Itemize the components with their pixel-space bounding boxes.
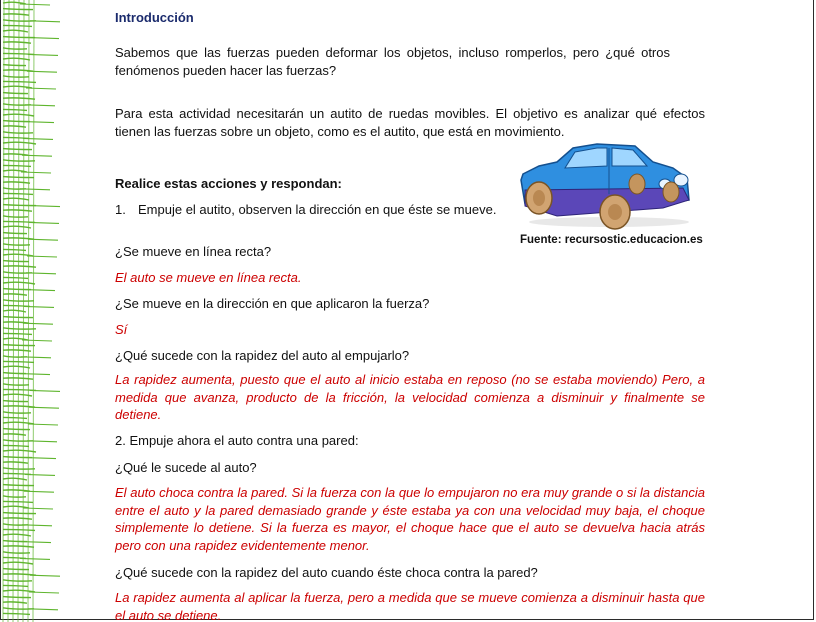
figure-caption: Fuente: recursostic.educacion.es bbox=[520, 234, 703, 246]
question-4: ¿Qué le sucede al auto? bbox=[115, 460, 257, 475]
question-2: ¿Se mueve en la dirección en que aplicaron la fuerza? bbox=[115, 296, 430, 311]
grass-blade bbox=[3, 569, 29, 570]
grass-blade bbox=[3, 310, 26, 312]
grass-blade bbox=[3, 496, 26, 497]
grass-blade bbox=[3, 216, 28, 217]
grass-blade bbox=[3, 266, 36, 267]
grass-tip bbox=[30, 206, 60, 207]
answer-4: El auto choca contra la pared. Si la fuerza con la que lo empujaron no era muy grande o si la distancia entre el auto y la pared demasiado grande y éste estaba ya con una velocidad muy baja, el choque simplemente lo detiene. Si la fuerza es mayor, el choque hace que el auto se devuelva hacia atrás pero con una rapidez evidentemente menor. bbox=[115, 485, 705, 553]
grass-tip bbox=[26, 88, 56, 89]
question-5: ¿Qué sucede con la rapidez del auto cuando éste choca contra la pared? bbox=[115, 565, 538, 580]
grass-tip bbox=[21, 542, 51, 543]
grass-blade bbox=[3, 142, 36, 144]
grass-tip bbox=[23, 138, 53, 139]
grass-blade bbox=[3, 401, 28, 402]
grass-blade bbox=[3, 552, 30, 553]
grass-tip bbox=[21, 172, 51, 173]
grass-blade bbox=[3, 182, 30, 183]
grass-blade bbox=[3, 534, 31, 536]
grass-blade bbox=[3, 126, 26, 127]
question-3: ¿Qué sucede con la rapidez del auto al empujarlo? bbox=[115, 348, 410, 363]
answer-1: El auto se mueve en línea recta. bbox=[115, 270, 302, 285]
list-item-step1 bbox=[115, 201, 507, 237]
grass-blade bbox=[3, 76, 29, 77]
intro-paragraph: Sabemos que las fuerzas pueden deformar los objetos, incluso romperlos, pero ¿qué otros fenómenos pueden hacer las fuerzas? bbox=[115, 45, 670, 78]
grass-blade bbox=[3, 249, 26, 250]
grass-tip bbox=[20, 189, 50, 190]
grass-tip bbox=[30, 390, 60, 391]
grass-tip bbox=[27, 71, 57, 72]
grass-blade bbox=[3, 14, 29, 15]
grass-tip bbox=[28, 609, 58, 610]
grass-blade bbox=[3, 277, 28, 278]
actions-heading: Realice estas acciones y respondan: bbox=[115, 176, 342, 191]
grass-tip bbox=[26, 273, 56, 274]
grass-blade bbox=[3, 65, 26, 66]
grass-tip bbox=[23, 323, 53, 324]
grass-blade bbox=[3, 613, 30, 614]
answer-3: La rapidez aumenta, puesto que el auto al inicio estaba en reposo (no se estaba moviendo) Pero, a medida que avanza, producto de la fricción, la velocidad comienza a disminuir y finalmente se detiene. bbox=[115, 372, 705, 422]
grass-blade bbox=[3, 412, 31, 413]
grass-blade bbox=[3, 261, 29, 262]
grass-blade bbox=[3, 345, 35, 346]
grass-tip bbox=[22, 340, 52, 341]
grass-blade bbox=[3, 585, 28, 586]
grass-stem bbox=[33, 0, 34, 622]
grass-blade bbox=[3, 445, 29, 446]
grass-tip bbox=[25, 105, 55, 106]
blue-car-illustration-icon bbox=[513, 138, 697, 230]
list-number: 1. bbox=[115, 202, 126, 217]
grass-stem bbox=[28, 0, 29, 622]
grass-blade bbox=[3, 384, 29, 385]
grass-tip bbox=[20, 4, 50, 5]
grass-tip bbox=[30, 575, 60, 576]
grass-blade bbox=[3, 25, 32, 26]
grass-blade bbox=[3, 244, 30, 245]
grass-blade bbox=[3, 210, 32, 211]
grass-blade bbox=[3, 198, 29, 200]
grass-tip bbox=[27, 256, 57, 257]
grass-tip bbox=[23, 508, 53, 509]
grass-blade bbox=[3, 328, 36, 329]
grass-tip bbox=[20, 374, 50, 375]
grass-blade bbox=[3, 42, 31, 43]
grass-blade bbox=[3, 518, 32, 519]
grass-tip bbox=[30, 21, 60, 22]
activity-paragraph: Para esta actividad necesitarán un autito de ruedas movibles. El objetivo es analizar qué efectos tienen las fuerzas sobre un objeto, como es el autito, que está en movimiento. bbox=[115, 106, 705, 139]
grass-tip bbox=[20, 558, 50, 559]
grass-blade bbox=[3, 350, 31, 351]
grass-blade bbox=[3, 366, 30, 368]
grass-blade bbox=[3, 81, 36, 82]
page-title: Introducción bbox=[115, 10, 194, 25]
grass-blade bbox=[3, 149, 32, 150]
grass-blade bbox=[3, 434, 26, 435]
grass-blade bbox=[3, 597, 31, 598]
grass-tip bbox=[25, 474, 55, 475]
answer-2: Sí bbox=[115, 322, 128, 337]
list-text: Empuje el autito, observen la dirección en que éste se mueve. bbox=[138, 202, 497, 217]
question-1: ¿Se mueve en línea recta? bbox=[115, 244, 272, 259]
grass-tip bbox=[28, 424, 58, 425]
grass-tip bbox=[26, 458, 56, 459]
step-2: 2. Empuje ahora el auto contra una pared: bbox=[115, 433, 359, 448]
grass-border-decoration bbox=[0, 0, 60, 622]
grass-blade bbox=[3, 48, 27, 49]
grass-tip bbox=[21, 357, 51, 358]
grass-tip bbox=[28, 239, 58, 240]
grass-blade bbox=[3, 333, 32, 334]
grass-blade bbox=[3, 165, 31, 166]
grass-tip bbox=[22, 155, 52, 156]
grass-blade bbox=[3, 226, 31, 228]
grass-tip bbox=[22, 525, 52, 526]
answer-5: La rapidez aumenta al aplicar la fuerza, pero a medida que se mueve comienza a disminuir hasta que el auto se detiene. bbox=[115, 590, 705, 622]
grass-tip bbox=[27, 441, 57, 442]
grass-blade bbox=[3, 462, 28, 463]
grass-blade bbox=[3, 58, 30, 60]
grass-blade bbox=[3, 394, 32, 396]
grass-blade bbox=[3, 429, 30, 430]
grass-tip bbox=[28, 54, 58, 55]
grass-tip bbox=[25, 290, 55, 291]
